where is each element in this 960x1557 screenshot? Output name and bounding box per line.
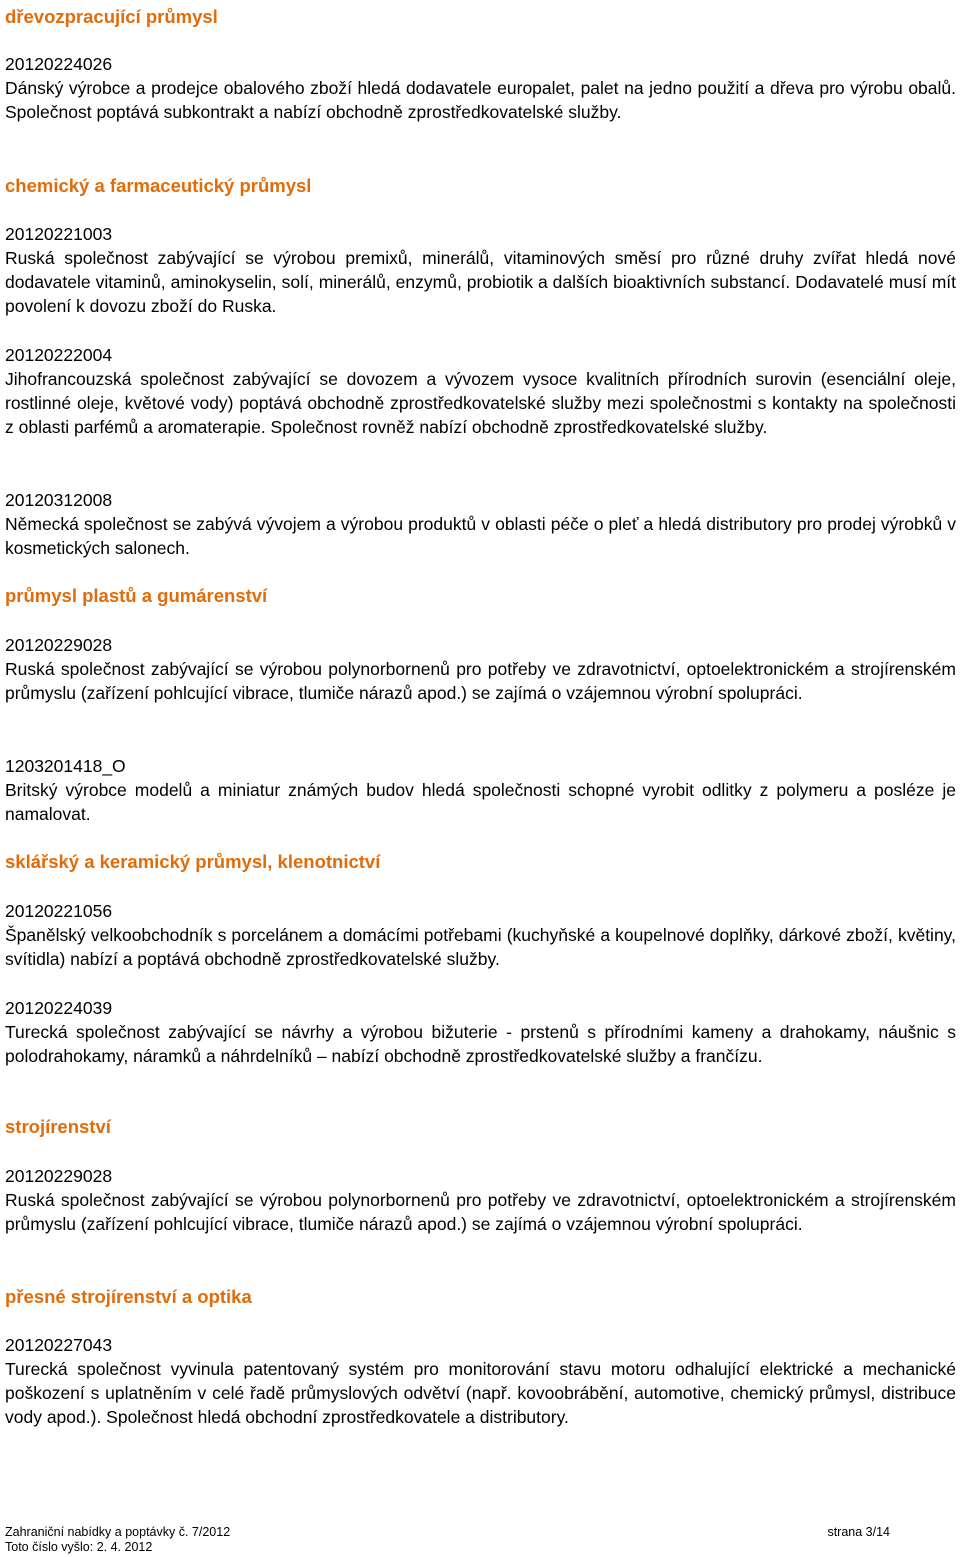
- listing-entry: [5, 222, 956, 319]
- entry-text: Britský výrobce modelů a miniatur známých budov hledá společnosti schopné vyrobit odlitky z polymeru a posléze je namalovat.: [5, 780, 956, 825]
- entry-text: Ruská společnost zabývající se výrobou polynorbornenů pro potřeby ve zdravotnictví, optoelektronickém a strojírenském průmyslu (zařízení pohlcující vibrace, tlumiče nárazů apod.) se zajímá o vzájemnou výrobní spolupráci.: [5, 1190, 956, 1235]
- entry-code: 20120224026: [5, 54, 113, 74]
- entry-code: 20120312008: [5, 490, 113, 510]
- entry-text: Turecká společnost zabývající se návrhy a výrobou bižuterie - prstenů s přírodními kameny a drahokamy, náušnic s polodrahokamy, náramků a náhrdelníků – nabízí obchodně zprostředkovatelské služby a frančízu.: [5, 1022, 956, 1067]
- entry-text: Turecká společnost vyvinula patentovaný systém pro monitorování stavu motoru odhalující elektrické a mechanické poškození s uplatněním v celé řadě průmyslových odvětví (např. kovoobrábění, automotive, chemický průmysl, distribuce vody apod.). Společnost hledá obchodní zprostředkovatele a distributory.: [5, 1359, 956, 1428]
- entry-text: Španělský velkoobchodník s porcelánem a domácími potřebami (kuchyňské a koupelnové doplňky, dárkové zboží, květiny, svítidla) nabízí a poptává obchodně zprostředkovatelské služby.: [5, 925, 956, 970]
- listing-entry: [5, 996, 956, 1068]
- footer-publication: Zahraniční nabídky a poptávky č. 7/2012: [5, 1525, 231, 1539]
- entry-code: 20120227043: [5, 1335, 113, 1355]
- entry-text: Německá společnost se zabývá vývojem a výrobou produktů v oblasti péče o pleť a hledá distributory pro prodej výrobků v kosmetických salonech.: [5, 514, 956, 559]
- entry-code: 20120221056: [5, 901, 113, 921]
- entry-code: 20120221003: [5, 224, 113, 244]
- entry-code: 20120224039: [5, 998, 113, 1018]
- entry-text: Jihofrancouzská společnost zabývající se dovozem a vývozem vysoce kvalitních přírodních surovin (esenciální oleje, rostlinné oleje, květové vody) poptává obchodně zprostředkovatelské služby mezi společnostmi s kontakty na společnosti z oblasti parfémů a aromaterapie. Společnost rovněž nabízí obchodně zprostředkovatelské služby.: [5, 369, 956, 438]
- listing-entry: [5, 343, 956, 440]
- page-footer: [5, 1525, 890, 1540]
- listing-entry: [5, 488, 956, 560]
- footer-issue-date: Toto číslo vyšlo: 2. 4. 2012: [5, 1540, 153, 1554]
- listing-entry: [5, 633, 956, 705]
- page-footer-date: [5, 1540, 890, 1555]
- entry-code: 20120222004: [5, 345, 113, 365]
- section-title: sklářský a keramický průmysl, klenotnictví: [5, 851, 381, 872]
- entry-text: Ruská společnost zabývající se výrobou polynorbornenů pro potřeby ve zdravotnictví, optoelektronickém a strojírenském průmyslu (zařízení pohlcující vibrace, tlumiče nárazů apod.) se zajímá o vzájemnou výrobní spolupráci.: [5, 659, 956, 704]
- entry-text: Dánský výrobce a prodejce obalového zboží hledá dodavatele europalet, palet na jedno použití a dřeva pro výrobu obalů. Společnost poptává subkontrakt a nabízí obchodně zprostředkovatelské služby.: [5, 78, 956, 123]
- footer-page-number: strana 3/14: [827, 1525, 890, 1539]
- entry-code: 20120229028: [5, 635, 113, 655]
- section-title: strojírenství: [5, 1116, 111, 1137]
- section-title: dřevozpracující průmysl: [5, 6, 218, 27]
- listing-entry: [5, 1164, 956, 1236]
- entry-text: Ruská společnost zabývající se výrobou premixů, minerálů, vitaminových směsí pro různé druhy zvířat hledá nové dodavatele vitaminů, aminokyselin, solí, minerálů, enzymů, probiotik a dalších bioaktivních substancí. Dodavatelé musí mít povolení k dovozu zboží do Ruska.: [5, 248, 956, 317]
- listing-entry: [5, 754, 956, 826]
- listing-entry: [5, 1333, 956, 1430]
- section-title: průmysl plastů a gumárenství: [5, 585, 268, 606]
- listing-entry: [5, 899, 956, 971]
- entry-code: 20120229028: [5, 1166, 113, 1186]
- listing-entry: [5, 52, 956, 124]
- section-title: přesné strojírenství a optika: [5, 1286, 252, 1307]
- section-title: chemický a farmaceutický průmysl: [5, 175, 312, 196]
- entry-code: 1203201418_O: [5, 756, 126, 776]
